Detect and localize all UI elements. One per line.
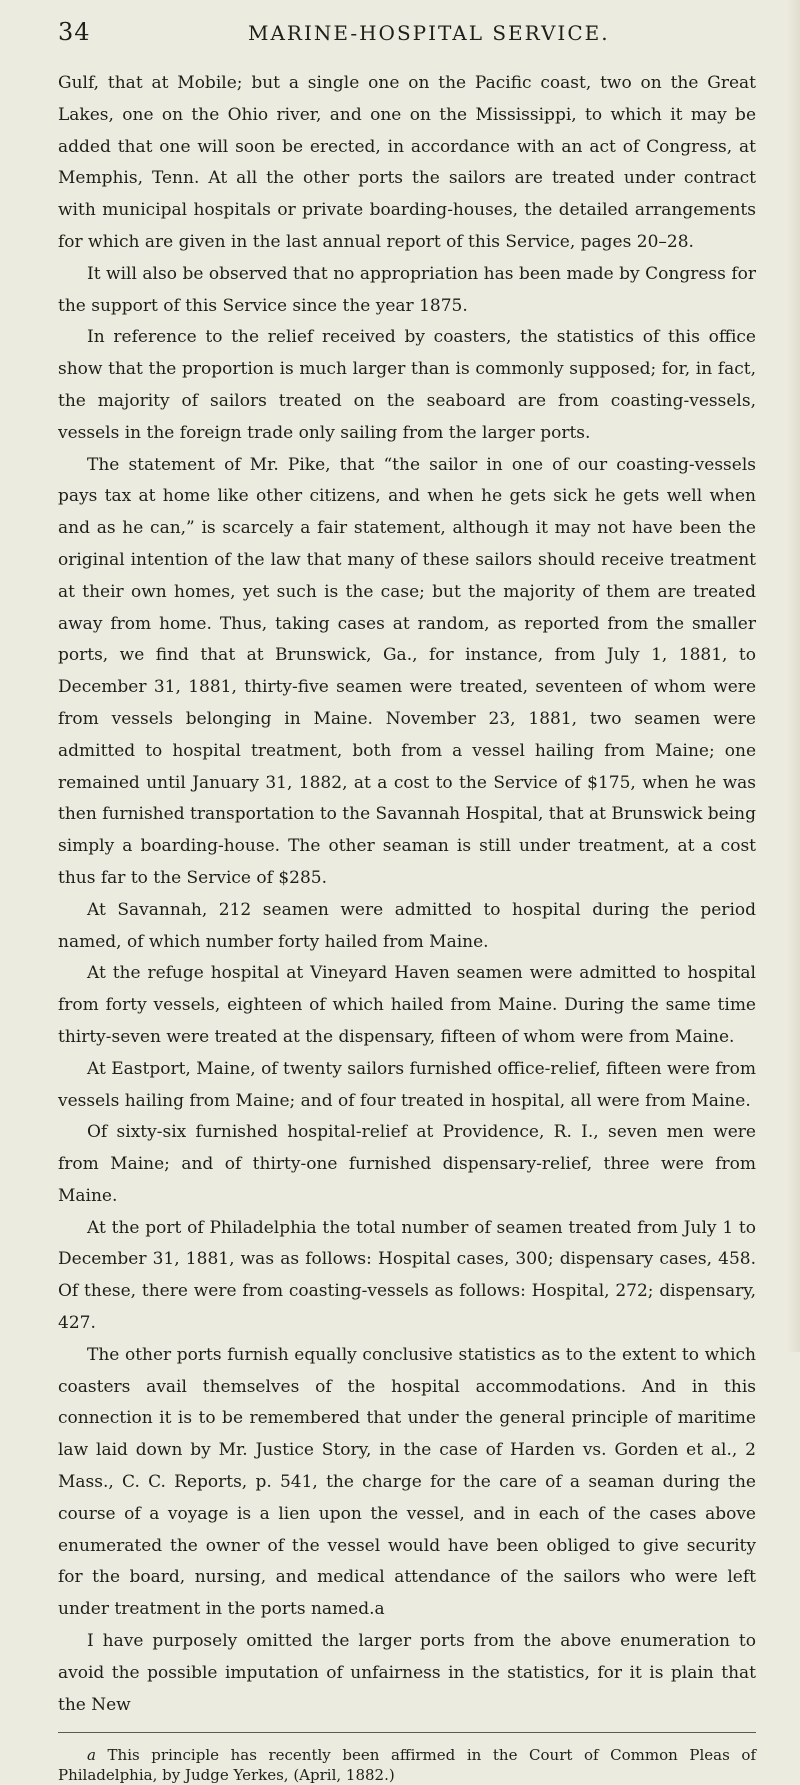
scan-edge-shadow: [786, 0, 800, 1352]
paragraph: I have purposely omitted the larger ports from the above enumeration to avoid the possible imputation of unfairness in the statistics, for it is plain that the New: [58, 1631, 756, 1715]
paragraph: Of sixty-six furnished hospital-relief at Providence, R. I., seven men were from Maine; and of thirty-one furnished dispensary-relief, three were from Maine.: [58, 1122, 756, 1206]
paragraph: The statement of Mr. Pike, that “the sailor in one of our coasting-vessels pays tax at home like other citizens, and when he gets sick he gets well when and as he can,” is scarcely a fair statement, although it may not have been the original intention of the law that many of these sailors should receive treatment at their own homes, yet such is the case; but the majority of them are treated away from home. Thus, taking cases at random, as reported from the smaller ports, we find that at Brunswick, Ga., for instance, from July 1, 1881, to December 31, 1881, thirty-five seamen were treated, seventeen of whom were from vessels belonging in Maine. November 23, 1881, two seamen were admitted to hospital treatment, both from a vessel hailing from Maine; one remained until January 31, 1882, at a cost to the Service of $175, when he was then furnished transportation to the Savannah Hospital, that at Brunswick being simply a boarding-house. The other seaman is still under treatment, at a cost thus far to the Service of $285.: [58, 454, 756, 888]
paragraph: At Eastport, Maine, of twenty sailors furnished office-relief, fifteen were from vessels hailing from Maine; and of four treated in hospital, all were from Maine.: [58, 1058, 756, 1111]
footnote-mark: a: [87, 1746, 96, 1765]
footnote: [58, 1745, 756, 1785]
paragraph: At Savannah, 212 seamen were admitted to hospital during the period named, of which number forty hailed from Maine.: [58, 899, 756, 952]
paragraph: At the port of Philadelphia the total number of seamen treated from July 1 to December 31, 1881, was as follows: Hospital cases, 300; dispensary cases, 458. Of these, there were from coasting-vessels as follows: Hospital, 272; dispensary, 427.: [58, 1217, 756, 1334]
paragraph: At the refuge hospital at Vineyard Haven seamen were admitted to hospital from forty vessels, eighteen of which hailed from Maine. During the same time thirty-seven were treated at the dispensary, fifteen of whom were from Maine.: [58, 963, 756, 1047]
footnote-text: This principle has recently been affirmed in the Court of Common Pleas of Philadelphia, by Judge Yerkes, (April, 1882.): [58, 1746, 756, 1785]
running-header: [58, 18, 756, 58]
paragraph: The other ports furnish equally conclusive statistics as to the extent to which coasters avail themselves of the hospital accommodations. And in this connection it is to be remembered that under the general principle of maritime law laid down by Mr. Justice Story, in the case of Harden vs. Gorden et al., 2 Mass., C. C. Reports, p. 541, the charge for the care of a seaman during the course of a voyage is a lien upon the vessel, and in each of the cases above enumerated the owner of the vessel would have been obliged to give security for the board, nursing, and medical attendance of the sailors who were left under treatment in the ports named.a: [58, 1344, 756, 1620]
paragraph: In reference to the relief received by coasters, the statistics of this office show that the proportion is much larger than is commonly supposed; for, in fact, the majority of sailors treated on the seaboard are from coasting-vessels, vessels in the foreign trade only sailing from the larger ports.: [58, 327, 756, 443]
footnote-divider: [58, 1732, 756, 1733]
running-title: MARINE-HOSPITAL SERVICE.: [248, 21, 610, 45]
paragraph-continuation: Gulf, that at Mobile; but a single one on the Pacific coast, two on the Great Lakes, one on the Ohio river, and one on the Mississippi, to which it may be added that one will soon be erected, in accordance with an act of Congress, at Memphis, Tenn. At all the other ports the sailors are treated under contract with municipal hospitals or private boarding-houses, the detailed arrangements for which are given in the last annual report of this Service, pages 20–28.: [58, 73, 756, 252]
page-number: 34: [58, 18, 91, 46]
paragraph: It will also be observed that no appropriation has been made by Congress for the support of this Service since the year 1875.: [58, 263, 756, 316]
body-text: [58, 68, 756, 1721]
